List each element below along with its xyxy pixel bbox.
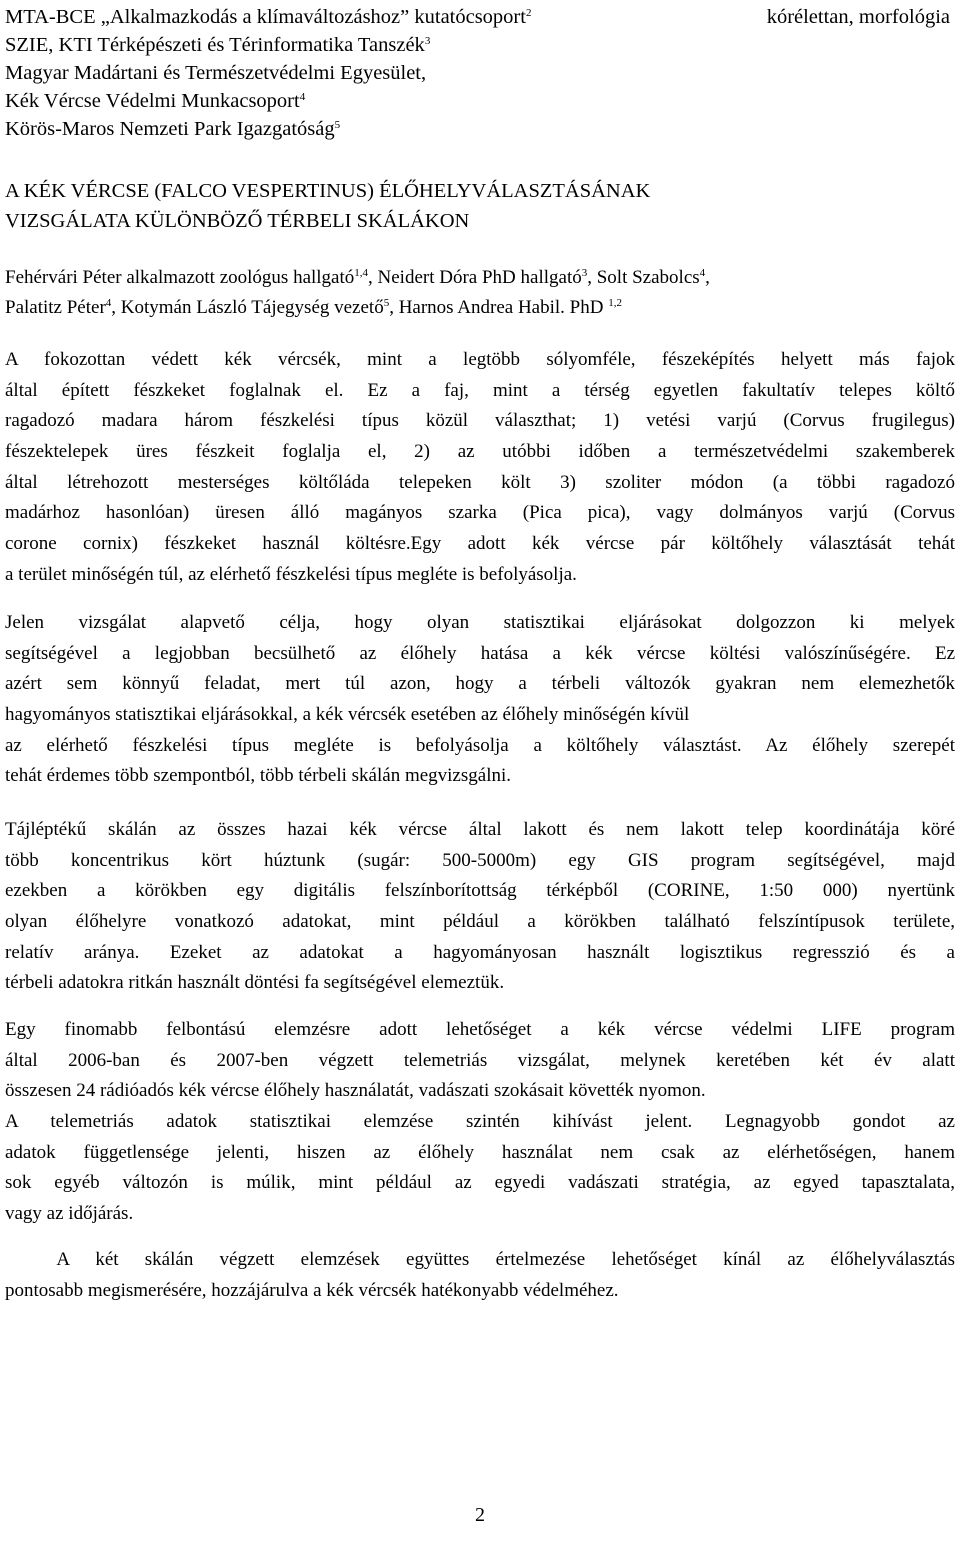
text-line: térbeli adatokra ritkán használt döntési fa segítségével elemeztük. bbox=[5, 972, 505, 994]
paragraph-intro bbox=[5, 345, 955, 591]
text-line: azért sem könnyű feladat, mert túl azon, hogy a térbeli változók gyakran nem elemezhetők bbox=[5, 673, 955, 695]
text-line: által létrehozott mesterséges költőláda telepeken költ 3) szoliter módon (a többi ragadozó bbox=[5, 471, 955, 493]
footnote-marker: 3 bbox=[581, 267, 588, 279]
text-line: ezekben a körökben egy digitális felszínborítottság térképből (CORINE, 1:50 000) nyertünk bbox=[5, 880, 955, 902]
text-line: által épített fészkeket foglalnak el. Ez a faj, mint a térség egyetlen fakultatív telepes költő bbox=[5, 379, 955, 401]
text-line: több koncentrikus kört húztunk (sugár: 500-5000m) egy GIS program segítségével, majd bbox=[5, 849, 955, 871]
text-line: ragadozó madara három fészkelési típus közül választhat; 1) vetési varjú (Corvus frugilegus) bbox=[5, 410, 955, 432]
paper-title bbox=[5, 176, 650, 236]
author-line: Fehérvári Péter alkalmazott zoológus hallgató$^{1,4}$, Neidert Dóra PhD hallgató$^3$, Solt Szabolcs$^4$, bbox=[5, 267, 710, 288]
text-line: Egy finomabb felbontású elemzésre adott lehetőséget a kék vércse védelmi LIFE program bbox=[5, 1019, 955, 1040]
footnote-marker: 1,4 bbox=[354, 267, 369, 279]
text-line: tehát érdemes több szempontból, több térbeli skálán megvizsgálni. bbox=[5, 765, 512, 787]
footnote-marker: 1,2 bbox=[608, 297, 622, 309]
title-line: A KÉK VÉRCSE (FALCO VESPERTINUS) ÉLŐHELYVÁLASZTÁSÁNAK bbox=[5, 180, 651, 202]
affiliation-line: MTA-BCE „Alkalmazkodás a klímaváltozáshoz” kutatócsoport$^2$ bbox=[5, 6, 532, 28]
text-line: sok egyéb változón is múlik, mint például az egyedi vadászati stratégia, az egyed tapasztalata, bbox=[5, 1172, 955, 1194]
text-line: Tájléptékű skálán az összes hazai kék vércse által lakott és nem lakott telep koordinátája köré bbox=[5, 819, 955, 840]
text-line: adatok függetlensége jelenti, hiszen az élőhely használat nem csak az elérhetőségen, hanem bbox=[5, 1141, 955, 1163]
affiliation-line: Körös-Maros Nemzeti Park Igazgatóság$^5$ bbox=[5, 118, 341, 140]
text-line: A két skálán végzett elemzések együttes értelmezése lehetőséget kínál az élőhelyválasztás bbox=[5, 1249, 955, 1270]
text-line: relatív aránya. Ezeket az adatokat a hagyományosan használt logisztikus regresszió és a bbox=[5, 941, 955, 963]
text-line: A fokozottan védett kék vércsék, mint a legtöbb sólyomféle, fészeképítés helyett más fajok bbox=[5, 349, 955, 370]
text-line: a terület minőségén túl, az elérhető fészkelési típus megléte is befolyásolja. bbox=[5, 563, 577, 585]
section-keywords: kórélettan, morfológia bbox=[766, 6, 950, 28]
text-line: A telemetriás adatok statisztikai elemzése szintén kihívást jelent. Legnagyobb gondot az bbox=[5, 1111, 955, 1133]
text-line: fészektelepek üres fészkeit foglalja el, 2) az utóbbi időben a természetvédelmi szakemberek bbox=[5, 441, 955, 463]
author-line: Palatitz Péter$^4$, Kotymán László Tájegység vezető$^5$, Harnos Andrea Habil. PhD $^{1,2}$ bbox=[5, 297, 622, 318]
text-line: corone cornix) fészkeket használ költésre.Egy adott kék vércse pár költőhely választását tehát bbox=[5, 533, 955, 555]
text-line: hagyományos statisztikai eljárásokkal, a kék vércsék esetében az élőhely minőségén kívül bbox=[5, 704, 690, 726]
affiliation-line: Kék Vércse Védelmi Munkacsoport$^4$ bbox=[5, 90, 306, 112]
author-list bbox=[5, 263, 955, 323]
title-line: VIZSGÁLATA KÜLÖNBÖZŐ TÉRBELI SKÁLÁKON bbox=[5, 210, 470, 232]
footnote-marker: 3 bbox=[424, 35, 431, 47]
footnote-marker: 4 bbox=[299, 91, 306, 103]
text-line: összesen 24 rádióadós kék vércse élőhely használatát, vadászati szokásait követték nyomon. bbox=[5, 1080, 706, 1102]
paragraph-conclusion bbox=[5, 1245, 955, 1306]
text-line: olyan élőhelyre vonatkozó adatokat, mint például a körökben található felszíntípusok területe, bbox=[5, 911, 955, 933]
text-line: madárhoz hasonlóan) üresen álló magányos szarka (Pica pica), vagy dolmányos varjú (Corvus bbox=[5, 502, 955, 524]
footnote-marker: 4 bbox=[105, 297, 112, 309]
footnote-marker: 5 bbox=[334, 119, 341, 131]
footnote-marker: 4 bbox=[699, 267, 706, 279]
text-line: pontosabb megismerésére, hozzájárulva a kék vércsék hatékonyabb védelméhez. bbox=[5, 1279, 619, 1301]
paragraph-landscape-scale bbox=[5, 815, 955, 999]
text-line: vagy az időjárás. bbox=[5, 1203, 134, 1225]
footnote-marker: 5 bbox=[383, 297, 390, 309]
text-line: által 2006-ban és 2007-ben végzett telemetriás vizsgálat, melynek keretében két év alatt bbox=[5, 1049, 955, 1071]
footnote-marker: 2 bbox=[525, 7, 532, 19]
page-number: 2 bbox=[475, 1504, 485, 1526]
paragraph-telemetry bbox=[5, 1015, 955, 1230]
affiliations bbox=[5, 3, 531, 143]
affiliation-line: Magyar Madártani és Természetvédelmi Egyesület, bbox=[5, 62, 427, 84]
paragraph-aim bbox=[5, 608, 955, 792]
text-line: az elérhető fészkelési típus megléte is befolyásolja a költőhely választást. Az élőhely szerepét bbox=[5, 734, 955, 756]
text-line: segítségével a legjobban becsülhető az élőhely hatása a kék vércse költési valószínűségére. Ez bbox=[5, 642, 955, 664]
text-line: Jelen vizsgálat alapvető célja, hogy olyan statisztikai eljárásokat dolgozzon ki melyek bbox=[5, 612, 955, 633]
affiliation-line: SZIE, KTI Térképészeti és Térinformatika Tanszék$^3$ bbox=[5, 34, 431, 56]
